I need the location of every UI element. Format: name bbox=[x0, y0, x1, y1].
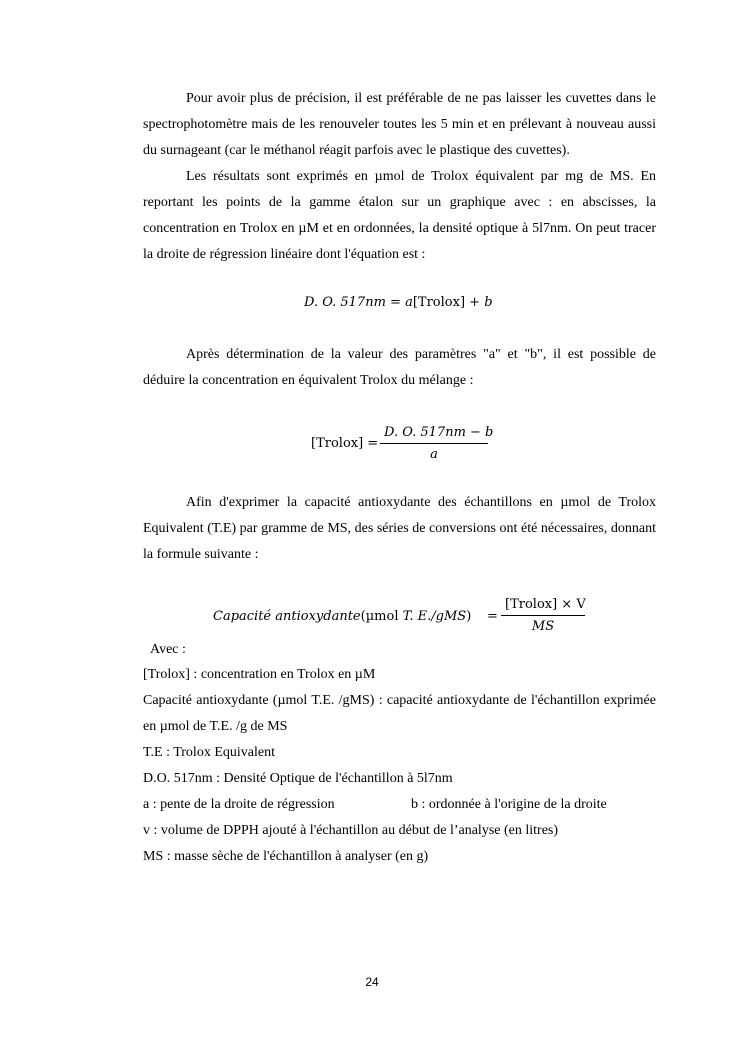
legend-do: D.O. 517nm : Densité Optique de l'échantillon à 5l7nm bbox=[143, 771, 453, 786]
eq3-equals: = bbox=[487, 609, 498, 624]
eq2-lhs: [Trolox] = bbox=[311, 436, 379, 451]
eq1-b: b bbox=[484, 295, 493, 310]
paragraph-parameters: Après détermination de la valeur des paramètres "a" et "b", il est possible de déduire la concentration en équivalent Trolox du mélange : bbox=[143, 347, 656, 388]
eq1-lhs: D. O. 517nm bbox=[304, 295, 386, 310]
paragraph-results: Les résultats sont exprimés en µmol de Trolox équivalent par mg de MS. En reportant les points de la gamme étalon sur un graphique avec : en abscisses, la concentration en Trolox en µM et en ordonnées, la densité optique à 5l7nm. On peut tracer la droite de régression linéaire dont l'équation est : bbox=[143, 169, 656, 262]
equation-capacity-fraction bbox=[501, 597, 585, 634]
eq2-denominator: a bbox=[430, 447, 438, 462]
eq3-unit: T. E./gMS bbox=[402, 609, 467, 624]
eq2-numerator: D. O. 517nm − b bbox=[380, 425, 488, 444]
eq3-paren-open: (µmol bbox=[360, 609, 403, 624]
eq1-equals: = bbox=[385, 295, 406, 310]
equation-trolox-fraction bbox=[380, 425, 494, 462]
paragraph-antioxidant: Afin d'exprimer la capacité antioxydante des échantillons en µmol de Trolox Equivalent (T.E) par gramme de MS, des séries de conversions ont été nécessaires, donnant la formule suivante : bbox=[143, 495, 656, 562]
eq1-a: a bbox=[405, 295, 413, 310]
legend-b: b : ordonnée à l'origine de la droite bbox=[411, 797, 607, 812]
eq3-denominator: MS bbox=[531, 619, 555, 634]
legend-avec: Avec : bbox=[150, 642, 186, 657]
equation-capacity-lhs bbox=[213, 609, 471, 624]
legend-v: v : volume de DPPH ajouté à l'échantillon au début de l’analyse (en litres) bbox=[143, 823, 559, 838]
eq3-numerator: [Trolox] × V bbox=[501, 597, 585, 616]
eq3-paren-close: ) bbox=[466, 609, 472, 624]
eq1-plus: + bbox=[465, 295, 485, 310]
legend-a: a : pente de la droite de régression bbox=[143, 797, 335, 812]
legend-capacity: Capacité antioxydante (µmol T.E. /gMS) : capacité antioxydante de l'échantillon exprimée en µmol de T.E. /g de MS bbox=[143, 693, 656, 734]
eq3-label: Capacité antioxydante bbox=[213, 609, 361, 624]
legend-te: T.E : Trolox Equivalent bbox=[143, 745, 275, 760]
legend-trolox: [Trolox] : concentration en Trolox en µM bbox=[143, 667, 376, 682]
equation-regression bbox=[304, 295, 493, 310]
eq1-trolox: [Trolox] bbox=[412, 295, 466, 310]
legend-ms: MS : masse sèche de l'échantillon à analyser (en g) bbox=[143, 849, 429, 864]
paragraph-precision: Pour avoir plus de précision, il est préférable de ne pas laisser les cuvettes dans le spectrophotomètre mais de les renouveler toutes les 5 min et en prélevant à nouveau aussi du surnageant (car le méthanol réagit parfois avec le plastique des cuvettes). bbox=[143, 91, 656, 158]
page-number: 24 bbox=[365, 975, 379, 989]
